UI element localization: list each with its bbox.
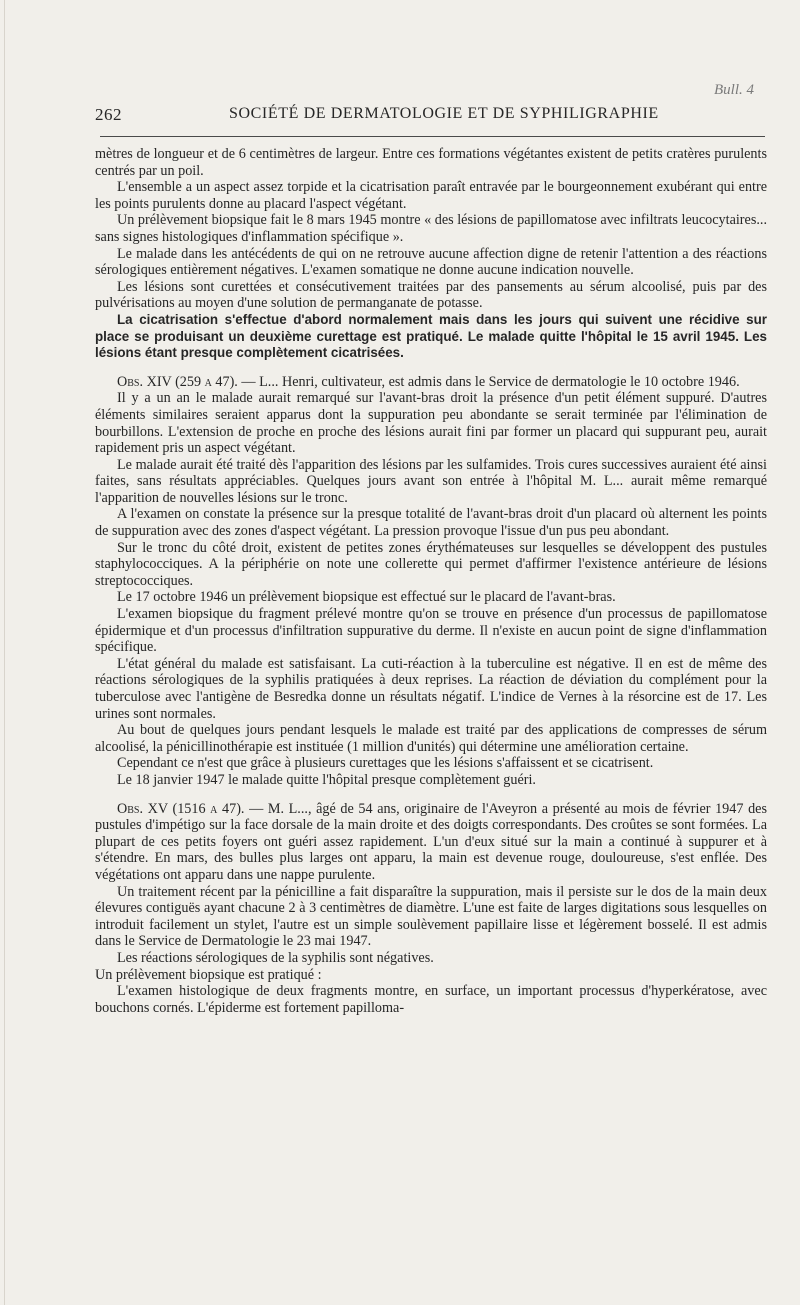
paragraph: Il y a un an le malade aurait remarqué sur l'avant-bras droit la présence d'un petit élément suppuré. D'autres éléments similaires seraient apparus dont la suppuration peu abondante se serait terminée par l'élimination de bourbillons. L'extension de proche en proche des lésions aurait fini par former un placard qui suppurant peu, aurait rapidement pris un aspect végétant. <box>95 390 767 457</box>
paragraph-bold: La cicatrisation s'effectue d'abord normalement mais dans les jours qui suivent une récidive sur place se produisant un deuxième curettage est pratiqué. Le malade quitte l'hôpital le 15 avril 1945. Les lésions étant presque complètement cicatrisées. <box>95 311 767 361</box>
observation-label: Obs. XIV (259 a 47). <box>117 373 238 390</box>
paragraph: L'ensemble a un aspect assez torpide et la cicatrisation paraît entravée par le bourgeonnement exubérant qui entre les points purulents donne au placard l'aspect végétant. <box>95 179 767 212</box>
paragraph: Le 17 octobre 1946 un prélèvement biopsique est effectué sur le placard de l'avant-bras. <box>117 589 616 606</box>
observation-xiv-intro <box>95 374 767 391</box>
header-rule <box>100 136 765 137</box>
paragraph: Le 18 janvier 1947 le malade quitte l'hôpital presque complètement guéri. <box>117 771 536 788</box>
observation-text: — L... Henri, cultivateur, est admis dans le Service de dermatologie le 10 octobre 1946. <box>241 373 740 390</box>
paragraph: L'examen biopsique du fragment prélevé montre qu'on se trouve en présence d'un processus de papillomatose épidermique et d'un processus d'infiltration suppurative du derme. Il n'existe en aucun point de signe d'inflammation spécifique. <box>95 606 767 656</box>
paragraph: Un traitement récent par la pénicilline a fait disparaître la suppuration, mais il persiste sur le dos de la main deux élevures contiguës ayant chacune 2 à 3 centimètres de diamètre. L'une est faite de larges digitations sous lesquelles on introduit facilement un stylet, l'autre est un simple soulèvement papillaire lisse et légèrement bosselé. Il est admis dans le Service de Dermatologie le 23 mai 1947. <box>95 883 767 950</box>
paragraph: Au bout de quelques jours pendant lesquels le malade est traité par des applications de compresses de sérum alcoolisé, la pénicillinothérapie est instituée (1 million d'unités) qui détermine une amélioration certaine. <box>95 722 767 755</box>
paragraph: A l'examen on constate la présence sur la presque totalité de l'avant-bras droit d'un placard où alternent les points de suppuration avec des zones d'aspect végétant. La pression provoque l'issue d'un pus peu abondant. <box>95 506 767 540</box>
running-title: SOCIÉTÉ DE DERMATOLOGIE ET DE SYPHILIGRAPHIE <box>229 105 659 122</box>
paragraph: Le malade dans les antécédents de qui on ne retrouve aucune affection digne de retenir l'attention a des réactions sérologiques entièrement négatives. L'examen somatique ne donne aucune indication nouvelle. <box>95 245 767 279</box>
paragraph: Cependant ce n'est que grâce à plusieurs curettages que les lésions s'affaissent et se cicatrisent. <box>117 755 654 772</box>
page-number: 262 <box>95 105 122 124</box>
paragraph: Les lésions sont curettées et consécutivement traitées par des pansements au sérum alcoolisé, puis par des pulvérisations au moyen d'une solution de permanganate de potasse. <box>95 278 767 312</box>
paragraph: Un prélèvement biopsique fait le 8 mars 1945 montre « des lésions de papillomatose avec infiltrats leucocytaires... sans signes histologiques d'inflammation spécifique ». <box>95 212 767 245</box>
article-body <box>95 146 767 1016</box>
paragraph: L'état général du malade est satisfaisant. La cuti-réaction à la tuberculine est négative. Il en est de même des réactions sérologiques de la syphilis pratiquées à deux reprises. La réaction de déviation du complément pour la tuberculose avec l'antigène de Besredka donne un résultats négatif. L'indice de Vernes à la résorcine est de 17. Les urines sont normales. <box>95 655 767 722</box>
paragraph: mètres de longueur et de 6 centimètres de largeur. Entre ces formations végétantes existent de petits cratères purulents centrés par un poil. <box>95 146 767 179</box>
observation-xv-intro <box>95 801 767 884</box>
page-edge-shadow <box>4 0 5 1305</box>
page-header <box>95 105 765 129</box>
paragraph: Le malade aurait été traité dès l'apparition des lésions par les sulfamides. Trois cures successives auraient été ainsi faites, sans résultats appréciables. Quelques jours avant son entrée à l'hôpital M. L... aurait même remarqué l'apparition de nouvelles lésions sur le tronc. <box>95 456 767 506</box>
observation-text: — M. L..., âgé de 54 ans, originaire de l'Aveyron a présenté au mois de février 1947 des pustules d'impétigo sur la face dorsale de la main droite et des doigts correspondants. Des croûtes se sont formées. La plupart de ces petits foyers ont guéri assez rapidement. L'un d'eux situé sur la main a continué à suppurer et à s'étendre. En mars, des bulles plus larges ont apparu, la main est devenue rouge, douloureuse, s'est enflée. Des végétations ont apparu dans une nappe purulente. <box>95 800 767 883</box>
paragraph: Les réactions sérologiques de la syphilis sont négatives. <box>117 949 434 966</box>
observation-label: Obs. XV (1516 a 47). <box>117 800 245 817</box>
handwritten-annotation: Bull. 4 <box>714 82 754 98</box>
paragraph: L'examen histologique de deux fragments montre, en surface, un important processus d'hyperkératose, avec bouchons cornés. L'épiderme est fortement papilloma- <box>95 983 767 1016</box>
paragraph: Sur le tronc du côté droit, existent de petites zones érythémateuses sur lesquelles se développent des pustules staphylococciques. A la périphérie on note une collerette qui permet d'affirmer l'existence antérieure de lésions streptococciques. <box>95 539 767 589</box>
paragraph: Un prélèvement biopsique est pratiqué : <box>95 966 322 983</box>
